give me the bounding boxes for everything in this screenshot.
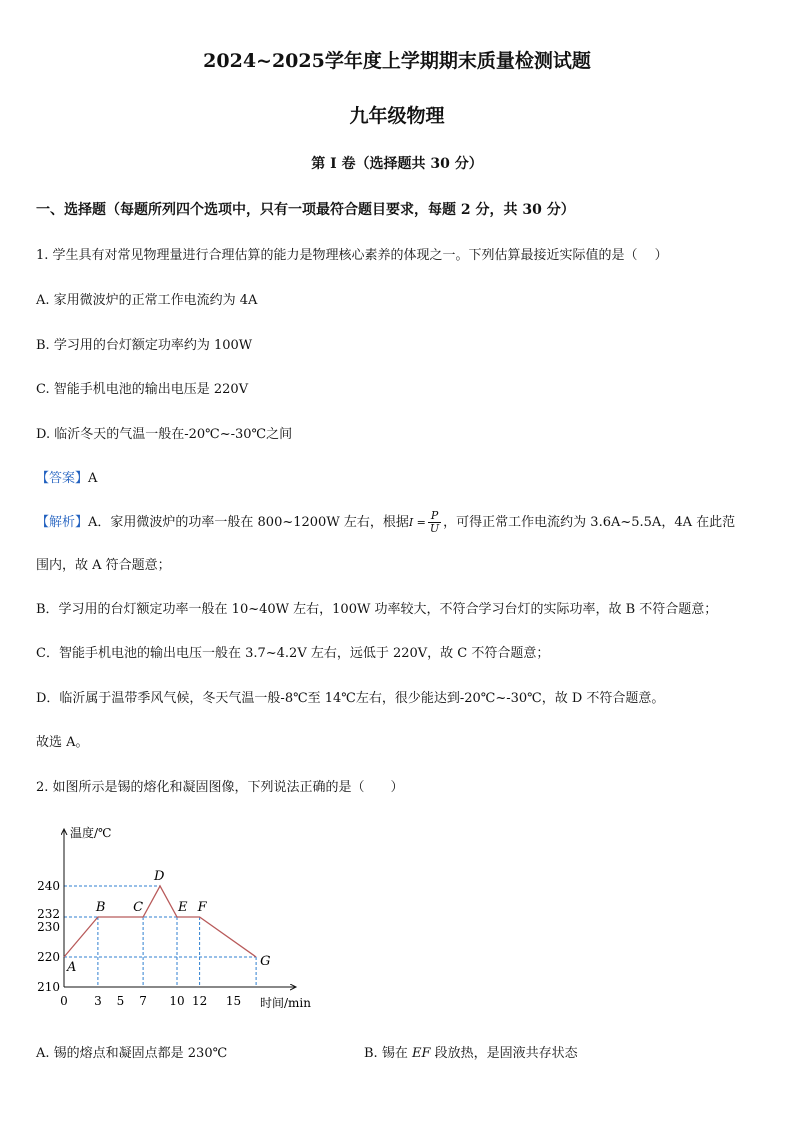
question-1-option-d: D. 临沂冬天的气温一般在-20℃~-30℃之间 bbox=[36, 427, 293, 442]
chart-ticks bbox=[37, 879, 241, 1008]
analysis-a-continued: 围内，故 A 符合题意； bbox=[36, 558, 171, 573]
answer-line bbox=[36, 467, 97, 486]
answer-value: A bbox=[88, 471, 98, 486]
x-tick-label: 0 bbox=[60, 994, 68, 1008]
point-label-b: B bbox=[95, 900, 106, 915]
exam-subtitle: 九年级物理 bbox=[349, 105, 445, 127]
x-tick-label: 15 bbox=[225, 994, 242, 1008]
analysis-line-a bbox=[36, 510, 735, 535]
option-b-segment: EF bbox=[411, 1046, 431, 1061]
analysis-a-text-2: ，可得正常工作电流约为 3.6A~5.5A，4A 在此范 bbox=[443, 515, 736, 530]
power-formula bbox=[428, 510, 441, 535]
point-label-c: C bbox=[133, 900, 144, 915]
option-b-post: 段放热，是固液共存状态 bbox=[430, 1046, 578, 1061]
analysis-line-d: D．临沂属于温带季风气候，冬天气温一般-8℃至 14℃左右，很少能达到-20℃~-30℃，故 D 不符合题意。 bbox=[36, 691, 665, 706]
point-label-d: D bbox=[154, 869, 165, 884]
answer-tag: 【答案】 bbox=[36, 471, 89, 486]
point-label-e: E bbox=[178, 900, 188, 915]
option-b-pre: B. 锡在 bbox=[364, 1046, 412, 1061]
temperature-curve bbox=[64, 886, 256, 957]
y-tick-label: 220 bbox=[37, 950, 60, 964]
x-tick-label: 3 bbox=[94, 994, 102, 1008]
conclusion-line: 故选 A。 bbox=[36, 735, 89, 750]
analysis-line-c: C．智能手机电池的输出电压一般在 3.7~4.2V 左右，远低于 220V，故 C 不符合题意； bbox=[36, 646, 550, 661]
question-2-option-b bbox=[364, 1042, 578, 1061]
y-tick-label: 240 bbox=[37, 879, 60, 893]
y-axis-label: 温度/℃ bbox=[70, 826, 112, 840]
x-axis-label: 时间/min bbox=[260, 996, 311, 1010]
point-label-a: A bbox=[67, 960, 77, 975]
question-1-option-c: C. 智能手机电池的输出电压是 220V bbox=[36, 382, 249, 397]
y-tick-label: 210 bbox=[37, 980, 60, 994]
exam-title: 2024~2025学年度上学期期末质量检测试题 bbox=[203, 50, 591, 72]
question-1-stem: 1. 学生具有对常见物理量进行合理估算的能力是物理核心素养的体现之一。下列估算最接近实际值的是（ ） bbox=[36, 248, 668, 263]
section-heading: 一、选择题（每题所列四个选项中，只有一项最符合题目要求，每题 2 分，共 30 分） bbox=[36, 202, 575, 218]
chart-point-labels bbox=[66, 869, 270, 975]
y-tick-label: 232 bbox=[37, 907, 60, 921]
formula-denominator: U bbox=[429, 522, 440, 535]
part-heading: 第 I 卷（选择题共 30 分） bbox=[311, 156, 483, 172]
x-tick-label: 7 bbox=[139, 994, 147, 1008]
y-tick-label: 230 bbox=[37, 920, 60, 934]
x-tick-label: 12 bbox=[191, 994, 208, 1008]
question-1-option-a: A. 家用微波炉的正常工作电流约为 4A bbox=[36, 293, 258, 308]
analysis-tag: 【解析】 bbox=[36, 515, 89, 530]
formula-lhs: I = bbox=[408, 516, 426, 529]
analysis-line-b: B．学习用的台灯额定功率一般在 10~40W 左右，100W 功率较大，不符合学习台灯的实际功率，故 B 不符合题意； bbox=[36, 602, 718, 617]
question-2-option-a: A. 锡的熔点和凝固点都是 230℃ bbox=[36, 1046, 228, 1061]
x-tick-label: 10 bbox=[169, 994, 185, 1008]
analysis-a-text: A．家用微波炉的功率一般在 800~1200W 左右，根据 bbox=[88, 515, 409, 530]
point-label-f: F bbox=[197, 900, 207, 915]
formula-numerator: P bbox=[428, 510, 441, 523]
tin-melting-chart bbox=[28, 815, 338, 1015]
question-2-stem: 2. 如图所示是锡的熔化和凝固图像，下列说法正确的是（ ） bbox=[36, 780, 404, 795]
point-label-g: G bbox=[260, 954, 271, 969]
question-1-option-b: B. 学习用的台灯额定功率约为 100W bbox=[36, 338, 253, 353]
x-tick-label: 5 bbox=[116, 994, 125, 1008]
